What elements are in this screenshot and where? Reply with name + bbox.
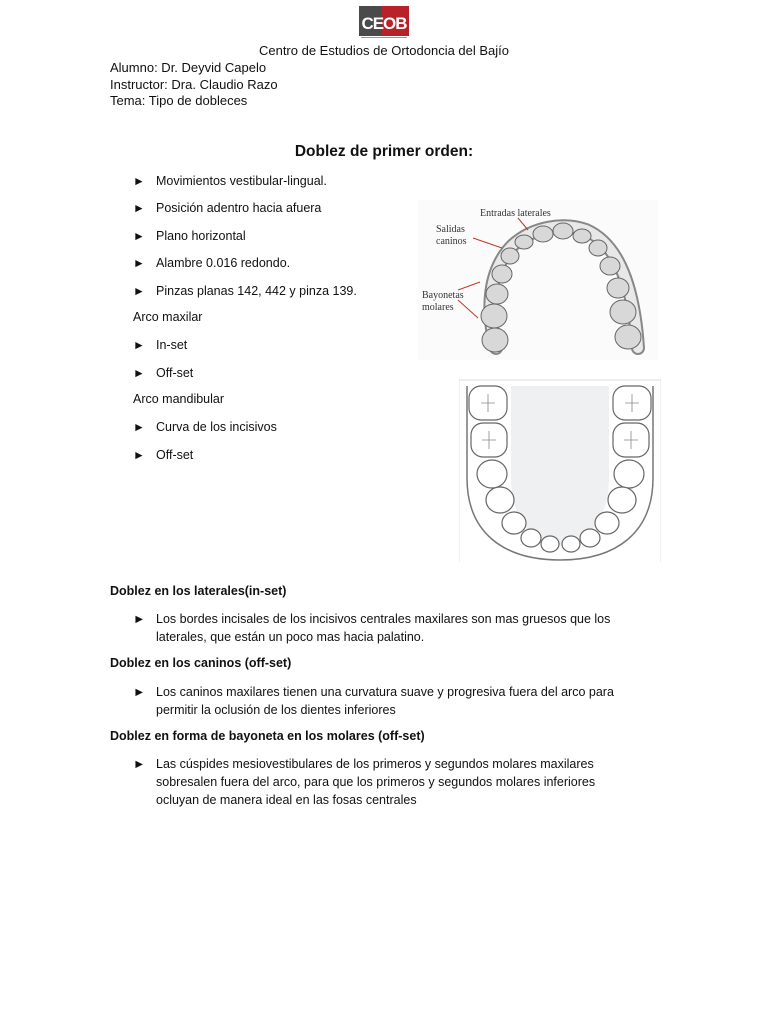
logo-text: CEOB — [361, 14, 407, 33]
list-item-text: Posición adentro hacia afuera — [156, 201, 322, 215]
list-item — [133, 419, 277, 435]
paragraph-line: permitir la oclusión de los dientes inferiores — [156, 703, 396, 717]
list-item-text: Pinzas planas 142, 442 y pinza 139. — [156, 284, 357, 298]
section-heading: Doblez de primer orden: — [294, 143, 474, 160]
arco-mandibular-label: Arco mandibular — [133, 392, 225, 406]
paragraph-line: laterales, que están un poco mas hacia palatino. — [156, 630, 425, 644]
list-item-text: Off-set — [156, 448, 194, 462]
list-item — [133, 337, 187, 353]
bullet-arrow-icon: ► — [133, 284, 145, 298]
label-entradas: Entradas laterales — [480, 208, 551, 219]
institution-title: Centro de Estudios de Ortodoncia del Bajío — [258, 43, 510, 58]
paragraph-line: ocluyan de manera ideal en las fosas centrales — [156, 793, 417, 807]
list-item — [133, 255, 290, 271]
tema-line: Tema: Tipo de dobleces — [110, 93, 248, 108]
alumno-line: Alumno: Dr. Deyvid Capelo — [110, 60, 267, 75]
section-laterales-heading: Doblez en los laterales(in-set) — [110, 584, 287, 598]
list-item — [133, 200, 321, 216]
section-caninos-item — [133, 683, 653, 719]
bullet-arrow-icon: ► — [133, 229, 145, 243]
section-bayoneta-heading: Doblez en forma de bayoneta en los molares (off-set) — [110, 729, 425, 743]
section-laterales-item — [133, 610, 653, 646]
list-item-text: Curva de los incisivos — [156, 420, 277, 434]
list-item — [133, 447, 193, 463]
bullet-arrow-icon: ► — [133, 685, 146, 699]
list-item-text: Movimientos vestibular-lingual. — [156, 174, 327, 188]
section-bayoneta-item — [133, 755, 653, 809]
list-item-text: Alambre 0.016 redondo. — [156, 256, 291, 270]
bullet-arrow-icon: ► — [133, 612, 146, 626]
bullet-arrow-icon: ► — [133, 256, 145, 270]
list-item — [133, 228, 246, 244]
bullet-arrow-icon: ► — [133, 420, 145, 434]
ceob-logo — [359, 6, 409, 46]
list-item — [133, 173, 327, 189]
label-bayonetas-2: molares — [422, 302, 454, 313]
paragraph — [156, 683, 614, 719]
bullet-arrow-icon: ► — [133, 448, 145, 462]
bullet-arrow-icon: ► — [133, 338, 145, 352]
section-caninos-heading: Doblez en los caninos (off-set) — [110, 656, 292, 670]
bullet-arrow-icon: ► — [133, 201, 145, 215]
paragraph-line: Los caninos maxilares tienen una curvatura suave y progresiva fuera del arco para — [156, 685, 614, 699]
paragraph — [156, 755, 595, 809]
upper-arch-figure — [418, 200, 658, 360]
bullet-arrow-icon: ► — [133, 366, 145, 380]
bullet-arrow-icon: ► — [133, 174, 145, 188]
lower-arch-figure — [459, 378, 661, 562]
paragraph — [156, 610, 610, 646]
list-item — [133, 283, 357, 299]
label-bayonetas-1: Bayonetas — [422, 290, 464, 301]
paragraph-line: sobresalen fuera del arco, para que los primeros y segundos molares inferiores — [156, 775, 596, 789]
label-salidas-1: Salidas — [436, 224, 465, 235]
paragraph-line: Las cúspides mesiovestibulares de los primeros y segundos molares maxilares — [156, 757, 594, 771]
instructor-line: Instructor: Dra. Claudio Razo — [110, 77, 278, 92]
list-item-text: In-set — [156, 338, 188, 352]
label-salidas-2: caninos — [436, 236, 467, 247]
bullet-arrow-icon: ► — [133, 757, 146, 771]
list-item-text: Off-set — [156, 366, 194, 380]
arco-maxilar-label: Arco maxilar — [133, 310, 203, 324]
paragraph-line: Los bordes incisales de los incisivos centrales maxilares son mas gruesos que los — [156, 612, 611, 626]
list-item — [133, 365, 193, 381]
list-item-text: Plano horizontal — [156, 229, 246, 243]
